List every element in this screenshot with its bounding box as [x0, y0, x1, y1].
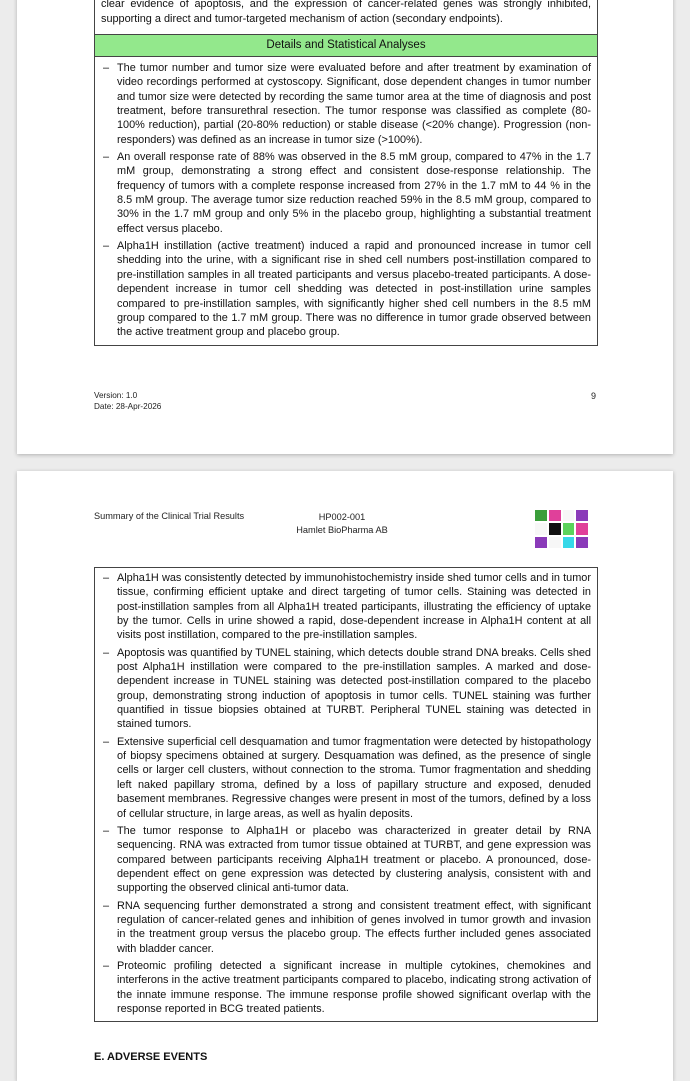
logo-tile [575, 536, 589, 549]
bullet-item [103, 571, 591, 643]
details-table-continued [94, 567, 598, 1022]
bullet-marker: – [103, 735, 110, 748]
version-label: Version: 1.0 [94, 391, 138, 400]
logo-tile [534, 522, 548, 535]
bullet-marker: – [103, 959, 110, 972]
bullet-marker: – [103, 62, 110, 74]
bullet-item [103, 735, 591, 821]
page-number: 9 [590, 391, 596, 401]
bullet-marker: – [103, 151, 110, 164]
document-page-9 [17, 0, 673, 454]
bullet-text: Alpha1H instillation (active treatment) induced a rapid and pronounced increase in tumor cell shedding into the urine, with a significant rise in shed cell numbers post-instillation compared to pre-instillation samples in all treated participants and versus placebo-treated participants. A dose-dependent increase in tumor cell shedding was detected in post-instillation urine samples compared to pre-instillation samples, with significantly higher shed cell numbers in the 8.5 mM group compared to the 1.7 mM group. There was no difference in tumor grade observed between the active treatment group and placebo group. [117, 240, 591, 339]
bullet-marker: – [103, 899, 110, 912]
bullet-item [103, 899, 591, 956]
section-title-adverse-events: E. ADVERSE EVENTS [94, 1051, 208, 1063]
bullet-text: Apoptosis was quantified by TUNEL staining, which detects double strand DNA breaks. Cells shed post Alpha1H instillation were compared to the pre-instillation samples. A marked and dose-dependent increase in TUNEL staining was detected post-instillation compared to the placebo group, demonstrating strong induction of apoptosis in tumor cells. TUNEL staining was further quantified in tissue biopsies obtained at TURBT. Peripheral TUNEL staining was detected in stained tumors. [117, 646, 591, 731]
bullet-item [103, 646, 591, 732]
bullet-text: The tumor response to Alpha1H or placebo was characterized in greater detail by RNA sequencing. RNA was extracted from tumor tissue obtained at TURBT, and gene expression was compared between participants receiving Alpha1H treatment or placebo. A pronounced, dose-dependent effect on gene expression was detected by clustering analysis, consistent with and supporting the observed clinical anti-tumor data. [117, 824, 591, 895]
bullet-marker: – [103, 646, 110, 659]
bullet-text: An overall response rate of 88% was observed in the 8.5 mM group, compared to 47% in the 1.7 mM group, demonstrating a strong effect and consistent dose-response relationship. The frequency of tumors with a complete response increased from 27% in the 1.7 mM to 44 % in the 8.5 mM group. The average tumor size reduction reached 59% in the 8.5 mM group, compared to 30% in the 1.7 mM group and only 5% in the placebo group, highlighting a substantial treatment effect versus placebo. [117, 151, 591, 235]
summary-text-cell [95, 0, 597, 34]
logo-tile [575, 522, 589, 535]
bullet-marker: – [103, 824, 110, 837]
bullet-text: RNA sequencing further demonstrated a strong and consistent treatment effect, with significant regulation of cancer-related genes and inhibition of genes involved in tumor growth and invasion in the treatment group versus the placebo group. The effects further included genes associated with bladder cancer. [117, 899, 591, 955]
header-center [262, 511, 422, 536]
logo-tile [534, 536, 548, 549]
logo-tile [548, 522, 562, 535]
page-footer-info [94, 391, 161, 412]
bullet-item [103, 959, 591, 1016]
company-logo [534, 509, 589, 549]
summary-paragraph: clear evidence of apoptosis, and the expression of cancer-related genes was strongly inhibited, supporting a direct and tumor-targeted mechanism of action (secondary endpoints). [101, 0, 591, 25]
details-bullet-list [95, 57, 597, 345]
date-label: Date: 28-Apr-2026 [94, 401, 162, 411]
details-table [94, 0, 598, 346]
header-protocol-code: HP002-001 [318, 512, 366, 522]
logo-tile [534, 509, 548, 522]
bullet-item [103, 239, 591, 339]
bullet-item [103, 150, 591, 236]
bullet-text: The tumor number and tumor size were evaluated before and after treatment by examination of video recordings performed at cystoscopy. Significant, dose dependent changes in tumor number and tumor size were detected by recording the same tumor area at the time of diagnosis and post treatment, before transurethral resection. The tumor response was classified as complete (80-100% reduction), partial (20-80% reduction) or stable disease (<20% change). Progression (non-responders) was defined as an increase in tumor size (>100%). [117, 62, 591, 146]
details-bullet-list [95, 568, 597, 1021]
logo-tile [562, 522, 576, 535]
logo-tile [562, 536, 576, 549]
logo-tile [548, 536, 562, 549]
document-page-10 [17, 471, 673, 1081]
bullet-text: Proteomic profiling detected a significant increase in multiple cytokines, chemokines and interferons in the active treatment participants compared to placebo, indicating strong activation of the innate immune response. The immune response profile showed significant overlap with the response reported in BCG treated patients. [117, 959, 591, 1015]
bullet-item [103, 824, 591, 896]
logo-tile [575, 509, 589, 522]
bullet-text: Alpha1H was consistently detected by immunohistochemistry inside shed tumor cells and in tumor tissue, confirming efficient uptake and direct targeting of tumor cells. Staining was detected in post-instillation samples from all Alpha1H treated participants, illustrating the efficiency of uptake by the tumor. Cells in urine showed a rapid, dose-dependent increase in Alpha1H content at all visits post instillation, compared to the pre-instillation samples. [117, 572, 591, 642]
bullet-marker: – [103, 240, 110, 253]
logo-tile [548, 509, 562, 522]
header-document-title: Summary of the Clinical Trial Results [94, 511, 245, 521]
bullet-marker: – [103, 572, 110, 584]
logo-tile [562, 509, 576, 522]
bullet-item [103, 61, 591, 147]
bullet-text: Extensive superficial cell desquamation and tumor fragmentation were detected by histopathology of biopsy specimens obtained at surgery. Desquamation was defined, as the presence of single cells or larger cell clusters, without connection to the stroma. Tumor fragmentation and shedding left naked papillary stroma, defined by a loss of papillary structure and exposed, denuded basement membranes. Regressive changes were present in most of the tumors, defined by a loss of cellular structure, in large areas, as well as hyalin deposits. [117, 735, 591, 820]
details-section-header: Details and Statistical Analyses [95, 34, 597, 57]
header-company-name: Hamlet BioPharma AB [296, 524, 388, 535]
